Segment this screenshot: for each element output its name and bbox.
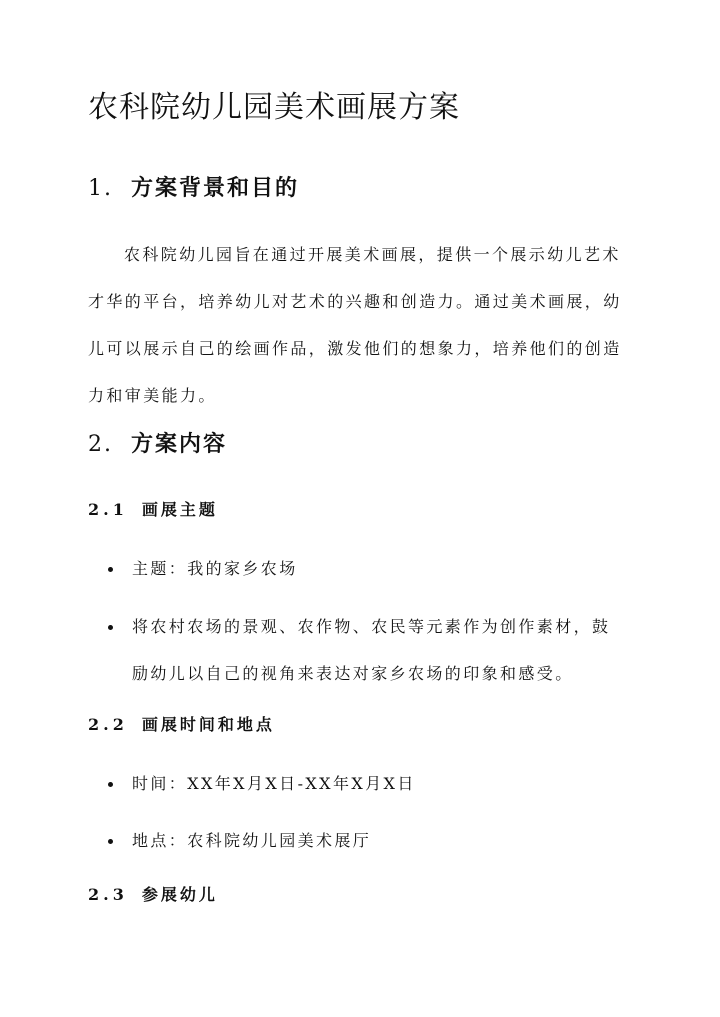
- list-item: [108, 817, 371, 864]
- list-item: [108, 545, 298, 592]
- subsection-heading-2-3: [88, 882, 218, 908]
- bullet-dot-icon: [108, 782, 113, 787]
- section-title: 方案内容: [131, 431, 228, 457]
- subsection-heading-2-1: [88, 497, 218, 523]
- list-item: [108, 760, 416, 807]
- section-title: 方案背景和目的: [131, 175, 300, 201]
- list-item-text: 主题：我的家乡农场: [132, 559, 298, 578]
- subsection-number: 2.1: [88, 500, 128, 519]
- subsection-title: 画展时间和地点: [141, 715, 275, 734]
- list-item-text: 励幼儿以自己的视角来表达对家乡农场的印象和感受。: [132, 664, 574, 683]
- section-number: 2.: [88, 432, 113, 457]
- subsection-number: 2.2: [88, 715, 128, 734]
- document-title: 农科院幼儿园美术画展方案: [88, 90, 460, 125]
- subsection-heading-2-2: [88, 712, 275, 738]
- bullet-dot-icon: [108, 567, 113, 572]
- paragraph-line: 儿可以展示自己的绘画作品，激发他们的想象力，培养他们的创造: [88, 339, 622, 358]
- bullet-dot-icon: [108, 839, 113, 844]
- paragraph-line: 力和审美能力。: [88, 386, 217, 405]
- subsection-title: 画展主题: [141, 500, 218, 519]
- list-item-text: 地点：农科院幼儿园美术展厅: [132, 831, 372, 850]
- subsection-title: 参展幼儿: [141, 885, 218, 904]
- list-item: [108, 603, 610, 697]
- list-item-text: 时间：XX年X月X日-XX年X月X日: [132, 774, 416, 793]
- paragraph-line: 农科院幼儿园旨在通过开展美术画展，提供一个展示幼儿艺术: [124, 245, 621, 264]
- subsection-number: 2.3: [88, 885, 128, 904]
- section-number: 1.: [88, 176, 113, 201]
- bullet-dot-icon: [108, 625, 113, 630]
- list-item-text: 将农村农场的景观、农作物、农民等元素作为创作素材，鼓: [132, 617, 611, 636]
- section-heading-2: [88, 428, 227, 461]
- background-paragraph: [88, 231, 636, 419]
- section-heading-1: [88, 172, 299, 205]
- paragraph-line: 才华的平台，培养幼儿对艺术的兴趣和创造力。通过美术画展，幼: [88, 292, 622, 311]
